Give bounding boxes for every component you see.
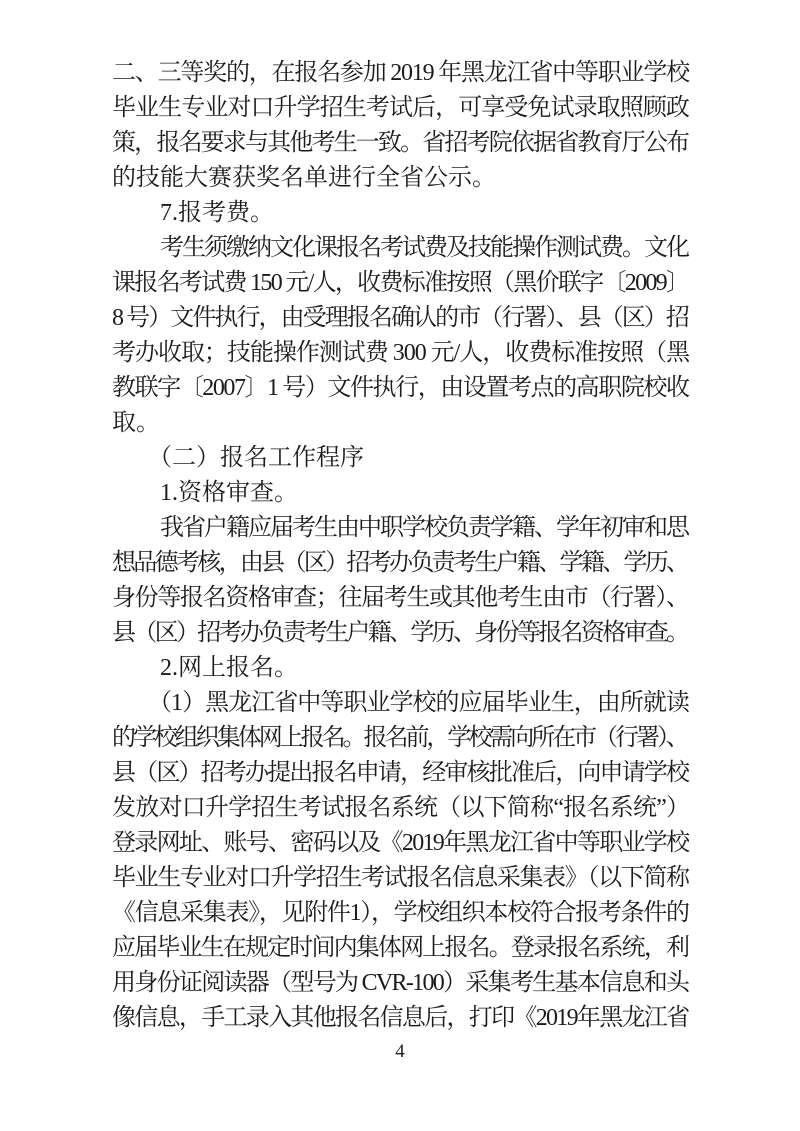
text-line (112, 406, 690, 441)
text-line-content: 考办收取；技能操作测试费 300 元/人，收费标准按照（黑 (112, 340, 690, 366)
text-line (112, 651, 690, 686)
text-line-content: （1）黑龙江省中等职业学校的应届毕业生，由所就读 (148, 690, 689, 716)
text-line (112, 196, 690, 231)
text-line (112, 931, 690, 966)
text-line (112, 896, 690, 931)
text-line-content: 毕业生专业对口升学招生考试报名信息采集表》（以下简称 (112, 865, 689, 891)
text-line (112, 476, 690, 511)
text-line-content: 应届毕业生在规定时间内集体网上报名。登录报名系统，利 (112, 935, 689, 961)
text-line-content: 8 号）文件执行，由受理报名确认的市（行署）、县（区）招 (112, 305, 688, 331)
text-line-content: 7.报考费。 (160, 200, 274, 226)
document-page (112, 56, 690, 1036)
text-line-content: 登录网址、账号、密码以及《2019年黑龙江省中等职业学校 (112, 830, 689, 856)
page-number: 4 (395, 1041, 405, 1062)
text-line-content: 发放对口升学招生考试报名系统（以下简称“报名系统”） (112, 795, 690, 821)
text-line-content: 1.资格审查。 (160, 480, 298, 506)
text-line-content: 考生须缴纳文化课报名考试费及技能操作测试费。文化 (160, 235, 688, 261)
text-line (112, 441, 690, 476)
text-line-content: 毕业生专业对口升学招生考试后，可享受免试录取照顾政 (112, 95, 689, 121)
text-line-content: 县（区）招考办负责考生户籍、学历、身份等报名资格审查。 (112, 620, 688, 646)
text-line-content: 我省户籍应届考生由中职学校负责学籍、学年初审和思 (160, 515, 688, 541)
text-line (112, 581, 690, 616)
text-line (112, 511, 690, 546)
text-line (112, 301, 690, 336)
text-line (112, 336, 690, 371)
text-line-content: 课报名考试费 150 元/人，收费标准按照（黑价联字〔2009〕 (112, 270, 689, 296)
text-line (112, 686, 690, 721)
text-line (112, 756, 690, 791)
text-line-content: 身份等报名资格审查；往届考生或其他考生由市（行署）、 (112, 585, 689, 611)
text-line (112, 126, 690, 161)
text-line-content: 想品德考核，由县（区）招考办负责考生户籍、学籍、学历、 (112, 550, 688, 576)
text-line-content: 的学校组织集体网上报名。报名前，学校需向所在市（行署）、 (112, 725, 687, 751)
text-line-content: 像信息，手工录入其他报名信息后，打印《2019年黑龙江省 (112, 1005, 689, 1031)
text-line (112, 1001, 690, 1036)
text-line (112, 161, 690, 196)
text-line (112, 861, 690, 896)
text-line (112, 966, 690, 1001)
text-line-content: 二、三等奖的，在报名参加 2019 年黑龙江省中等职业学校 (112, 60, 689, 86)
text-line (112, 91, 690, 126)
text-line (112, 791, 690, 826)
text-line (112, 616, 690, 651)
text-line-content: 2.网上报名。 (160, 655, 298, 681)
text-line (112, 56, 690, 91)
text-line-content: （二）报名工作程序 (148, 445, 364, 471)
text-line (112, 231, 690, 266)
text-line (112, 546, 690, 581)
text-line-content: 策，报名要求与其他考生一致。省招考院依据省教育厅公布 (112, 130, 689, 156)
text-line-content: 取。 (112, 410, 160, 436)
text-line-content: 的技能大赛获奖名单进行全省公示。 (112, 165, 496, 191)
text-line-content: 《信息采集表》，见附件1），学校组织本校符合报考条件的 (112, 900, 689, 926)
text-line (112, 826, 690, 861)
text-line (112, 266, 690, 301)
text-line-content: 用身份证阅读器（型号为 CVR-100）采集考生基本信息和头 (112, 970, 689, 996)
text-line (112, 721, 690, 756)
text-line-content: 县（区）招考办提出报名申请，经审核批准后，向申请学校 (112, 760, 689, 786)
text-line (112, 371, 690, 406)
text-line-content: 教联字〔2007〕1 号）文件执行，由设置考点的高职院校收 (112, 375, 689, 401)
